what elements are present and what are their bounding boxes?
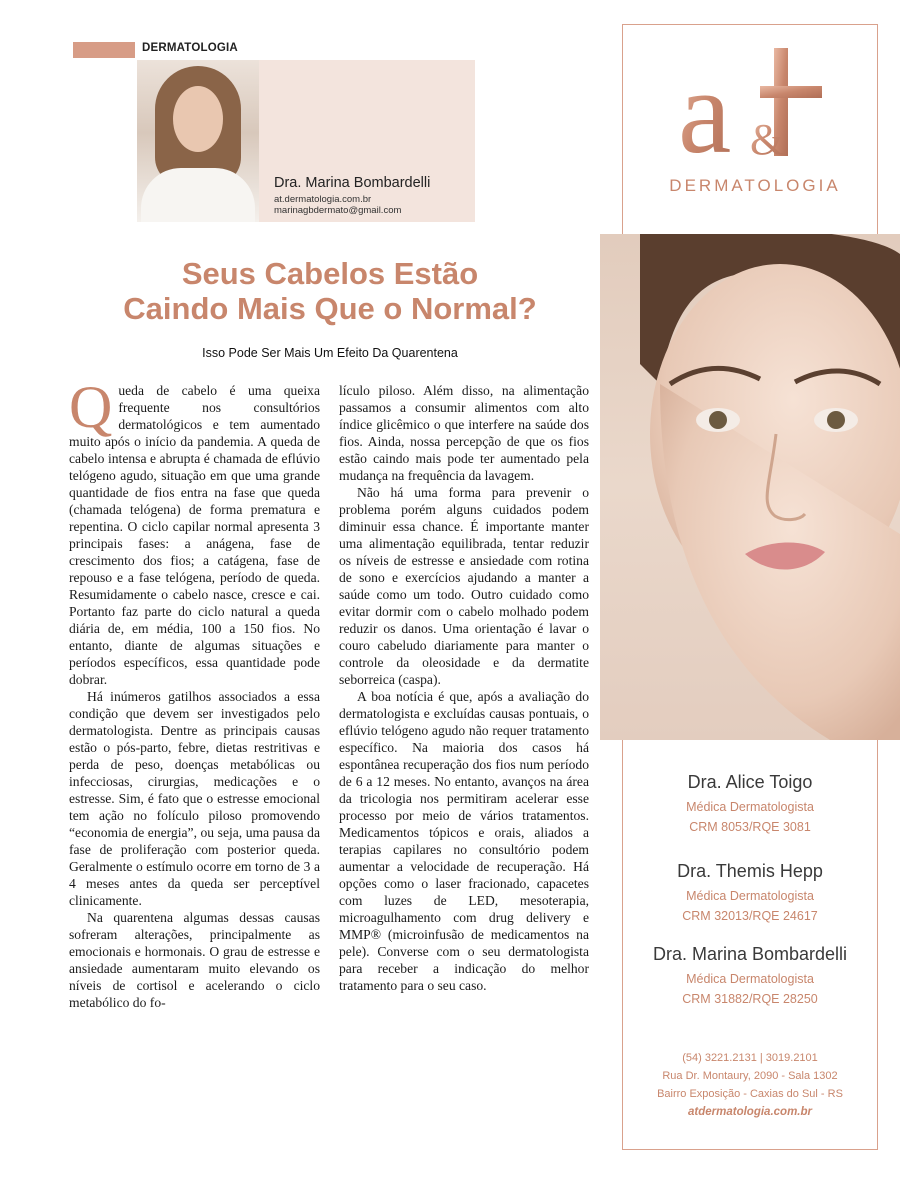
clinic-address-line-2: Bairro Exposição - Caxias do Sul - RS xyxy=(657,1088,843,1100)
drop-cap: Q xyxy=(69,374,113,440)
model-portrait-image xyxy=(600,234,900,740)
section-label: DERMATOLOGIA xyxy=(142,42,238,54)
doctor-title: Médica Dermatologista xyxy=(686,972,814,986)
doctor-title: Médica Dermatologista xyxy=(686,800,814,814)
article-column-1 xyxy=(69,374,320,1011)
clinic-phones[interactable]: (54) 3221.2131 | 3019.2101 xyxy=(682,1052,818,1064)
article-paragraph: lículo piloso. Além disso, na alimentação passamos a consumir alimentos com alto índice glicêmico o que interfere na saúde dos fios. Ainda, nossa percepção de que os fios estão caindo mais pode ter aumentado pela mudança na frequência da lavagem. xyxy=(339,383,589,483)
clinic-logo-text: DERMATOLOGIA xyxy=(669,176,841,195)
author-email[interactable]: marinagbdermato@gmail.com xyxy=(274,205,402,216)
article-headline xyxy=(60,256,600,326)
doctor-name: Dra. Marina Bombardelli xyxy=(652,944,848,964)
clinic-address-line-1: Rua Dr. Montaury, 2090 - Sala 1302 xyxy=(662,1070,838,1082)
section-accent-bar xyxy=(73,42,135,58)
author-photo-coat xyxy=(141,168,255,222)
doctor-crm: CRM 32013/RQE 24617 xyxy=(682,909,818,923)
article-subtitle: Isso Pode Ser Mais Um Efeito Da Quarentena xyxy=(202,346,458,360)
author-photo-face xyxy=(173,86,223,152)
svg-text:&: & xyxy=(750,115,785,164)
article-paragraph: Há inúmeros gatilhos associados a essa condição que devem ser investigados pelo dermatologista. Dentre as principais causas estão o pós-parto, febre, dietas restritivas e perda de peso, doenças metabólicas ou infecciosas, cirurgias, medicações e o estresse. Sim, é fato que o estresse emocional tem ação no folículo piloso promovendo “economia de energia”, ou seja, uma pausa da fase de proliferação com posterior queda. Geralmente o estímulo ocorre em torno de 3 a 4 meses antes da queda ser perceptível clinicamente. xyxy=(69,689,320,908)
article-paragraph: A boa notícia é que, após a avaliação do dermatologista e excluídas causas pontuais, o eflúvio telógeno agudo não requer tratamento específico. Na maioria dos casos há espontânea recuperação dos fios num período de 6 a 12 meses. No entanto, avanços na área da tricologia nos permitiram acelerar esse processo por meio de vários tratamentos. Medicamentos tópicos e orais, aliados a terapias capilares no consultório podem aumentar a velocidade de recuperação. Há opções como o laser fracionado, capacetes com luzes de LED, mesoterapia, microagulhamento com drug delivery e MMP® (microinfusão de medicamentos na pele). Converse com o seu dermatologista para receber a indicação do melhor tratamento para o seu caso. xyxy=(339,689,589,993)
model-portrait-illustration xyxy=(600,234,900,740)
svg-text:a: a xyxy=(678,45,732,178)
doctor-crm: CRM 8053/RQE 3081 xyxy=(689,820,811,834)
clinic-website[interactable]: atdermatologia.com.br xyxy=(688,1106,812,1118)
author-name: Dra. Marina Bombardelli xyxy=(274,175,431,191)
headline-line-2: Caindo Mais Que o Normal? xyxy=(123,291,537,326)
article-paragraph: Não há uma forma para prevenir o problema porém alguns cuidados podem diminuir essa chance. É importante manter uma alimentação equilibrada, tentar reduzir os níveis de estresse e ansiedade com rotina de sono e exercícios ajudando a manter a saúde como um todo. Outro cuidado como evitar dormir com o cabelo molhado podem reduzir os danos. Uma orientação é lavar o couro cabeludo diariamente para manter o controle da oleosidade e da dermatite seborreica (caspa). xyxy=(339,485,589,687)
article-column-2 xyxy=(339,382,589,994)
doctor-name: Dra. Alice Toigo xyxy=(687,772,813,792)
author-website[interactable]: at.dermatologia.com.br xyxy=(274,194,372,205)
doctor-name: Dra. Themis Hepp xyxy=(677,861,823,881)
article-paragraph xyxy=(69,374,320,688)
doctor-crm: CRM 31882/RQE 28250 xyxy=(682,992,818,1006)
doctor-title: Médica Dermatologista xyxy=(686,889,814,903)
article-paragraph: Na quarentena algumas dessas causas sofreram alterações, principalmente as emocionais e hormonais. O grau de estresse e ansiedade aumentaram muito elevando os níveis de cortisol e acelerando o ciclo metabólico do fo- xyxy=(69,910,320,1010)
paragraph-text: ueda de cabelo é uma queixa frequente nos consultórios dermatológicos e tem aumentado muito após o início da pandemia. A queda de cabelo intensa e abrupta é chamada de eflúvio telógeno agudo, situação em que uma grande quantidade de fios entra na fase que queda (chamada telógena) de forma prematura e repentina. O ciclo capilar normal apresenta 3 principais fases: a anágena, fase de crescimento dos fios; a catágena, fase de repouso e a fase telógena, período de queda. Resumidamente o cabelo nasce, cresce e cai. Portanto faz parte do ciclo natural a queda diária de, em média, 100 a 150 fios. No entanto, diante de algumas situações e períodos específicos, essa quantidade pode dobrar. xyxy=(69,383,320,687)
clinic-logo-mark xyxy=(674,42,834,182)
headline-line-1: Seus Cabelos Estão xyxy=(181,256,479,291)
author-photo xyxy=(137,60,259,222)
